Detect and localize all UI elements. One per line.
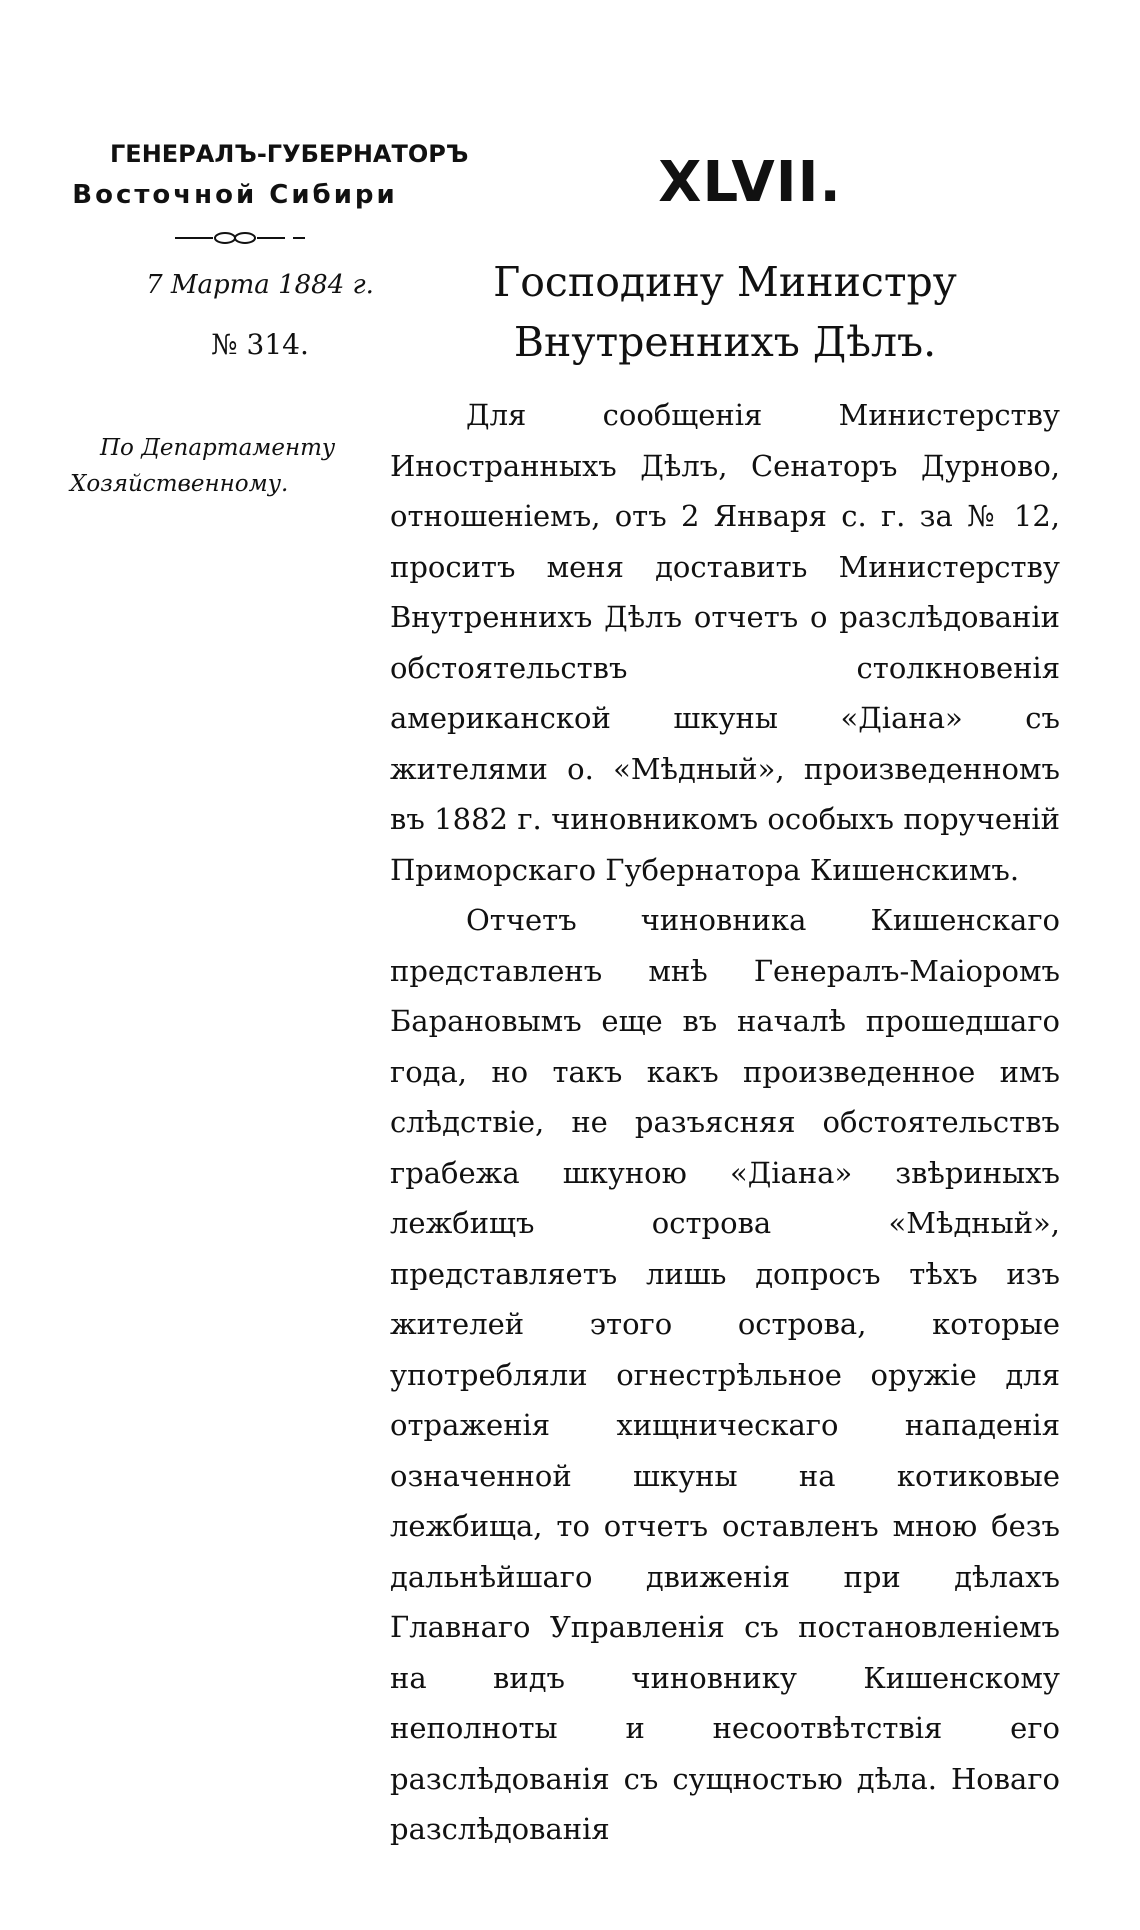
paragraph: Отчетъ чиновника Кишенскаго представленъ мнѣ Генералъ-Маіоромъ Барановымъ еще въ началѣ прошедшаго года, но такъ какъ произведенное имъ слѣдствіе, не разъясняя обстоятельствъ грабежа шкуною «Діана» звѣриныхъ лежбищъ острова «Мѣдный», представляетъ лишь допросъ тѣхъ изъ жителей этого острова, которые употребляли огнестрѣльное оружіе для отраженія хищническаго нападенія означенной шкуны на котиковые лежбища, то отчетъ оставленъ мною безъ дальнѣйшаго движенія при дѣлахъ Главнаго Управленія съ постановленіемъ на видъ чиновнику Кишенскому неполноты и несоотвѣтствія его разслѣдованія съ сущностью дѣла. Новаго разслѣдованія xyxy=(390,903,1060,1846)
ornament-divider xyxy=(175,228,305,248)
letter-number: № 314. xyxy=(211,328,309,361)
document-number: XLVII. xyxy=(658,150,842,215)
sender-title: ГЕНЕРАЛЪ-ГУБЕРНАТОРЪ xyxy=(110,140,469,168)
paragraph: Для сообщенія Министерству Иностранныхъ Дѣлъ, Сенаторъ Дурново, отношеніемъ, отъ 2 Января с. г. за № 12, проситъ меня доставить Министерству Внутреннихъ Дѣлъ отчетъ о разслѣдованіи обстоятельствъ столкновенія американской шкуны «Діана» съ жителями о. «Мѣдный», произведенномъ въ 1882 г. чиновникомъ особыхъ порученій Приморскаго Губернатора Кишенскимъ. xyxy=(390,398,1060,887)
body-text xyxy=(390,390,1060,1855)
letter-date: 7 Марта 1884 г. xyxy=(146,270,374,300)
department-note: По Департаменту Хозяйственному. xyxy=(70,435,336,497)
addressee-heading: Господину Министру Внутреннихъ Дѣлъ. xyxy=(493,258,957,366)
sender-region: Восточной Сибири xyxy=(72,180,398,210)
